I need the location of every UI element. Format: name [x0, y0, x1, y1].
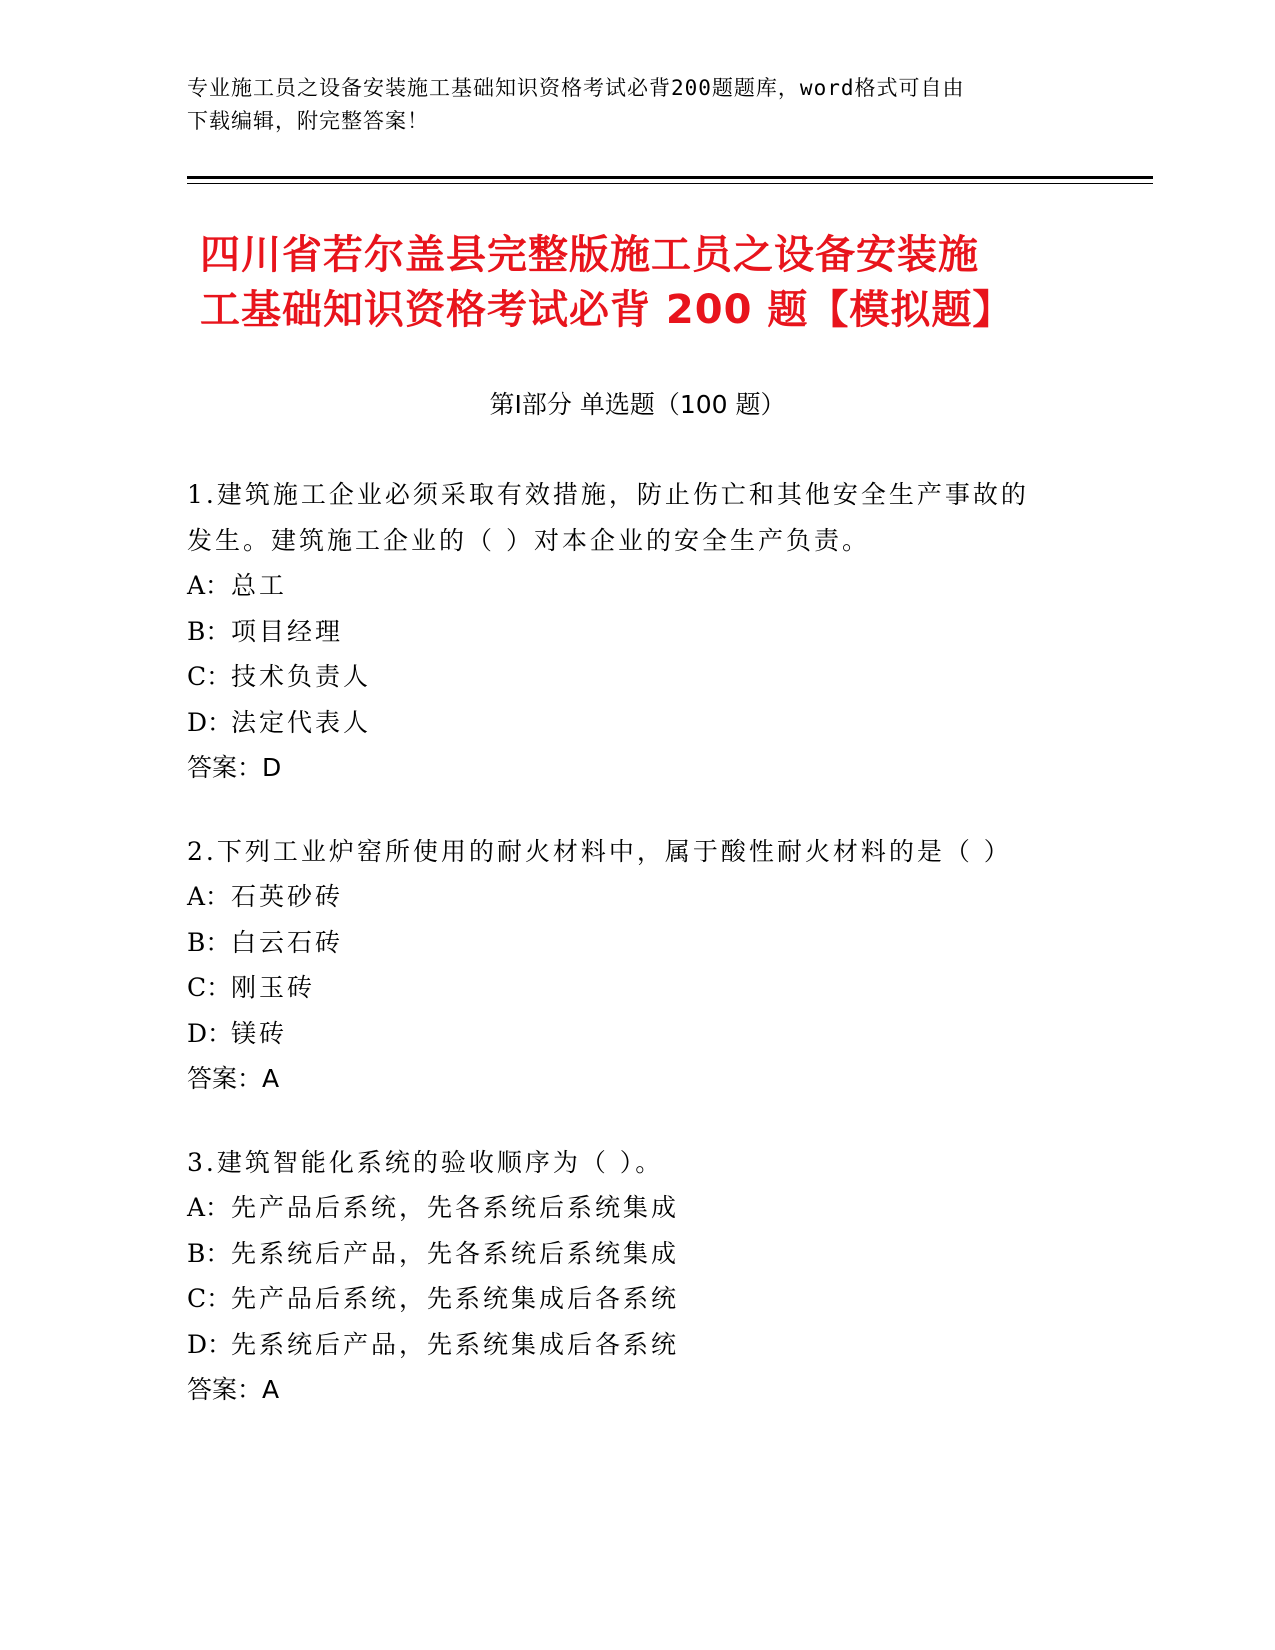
header-divider-thin [187, 183, 1153, 184]
option-d [187, 1322, 1087, 1368]
option-text: 白云石砖 [231, 927, 344, 957]
question-3 [187, 1140, 1087, 1413]
header-note-line-1: 专业施工员之设备安装施工基础知识资格考试必背200题题库，word格式可自由 [187, 76, 965, 100]
section-heading: 第Ⅰ部分 单选题（100 题） [489, 390, 786, 419]
option-b [187, 609, 1087, 655]
option-a [187, 874, 1087, 920]
answer: 答案：D [187, 753, 282, 782]
option-text: 总工 [231, 571, 288, 600]
option-d [187, 700, 1087, 746]
option-key: C： [187, 662, 232, 691]
option-key: D： [187, 707, 233, 737]
question-stem-continued: 发生。建筑施工企业的（ ）对本企业的安全生产负责。 [187, 525, 870, 555]
answer: 答案：A [187, 1064, 280, 1093]
option-key: B： [187, 616, 231, 646]
option-b [187, 920, 1087, 966]
header-note [187, 72, 1087, 138]
option-c [187, 1276, 1087, 1322]
option-key: C： [187, 1284, 232, 1313]
option-key: C： [187, 973, 232, 1002]
header-divider-thick [187, 176, 1153, 179]
question-2 [187, 829, 1087, 1102]
option-text: 先产品后系统，先各系统后系统集成 [231, 1193, 680, 1222]
option-a [187, 1185, 1087, 1231]
document-title-line-2: 工基础知识资格考试必背 200 题【模拟题】 [200, 287, 1014, 333]
option-c [187, 654, 1087, 700]
option-text: 先产品后系统，先系统集成后各系统 [231, 1284, 680, 1313]
option-key: B： [187, 927, 231, 957]
header-note-line-2: 下载编辑，附完整答案！ [187, 109, 429, 133]
question-stem: 2.下列工业炉窑所使用的耐火材料中，属于酸性耐火材料的是（ ） [187, 836, 1012, 866]
option-text: 刚玉砖 [231, 973, 316, 1002]
option-key: A： [187, 882, 231, 911]
question-list [187, 472, 1087, 1451]
option-text: 项目经理 [231, 616, 344, 646]
option-key: B： [187, 1238, 231, 1268]
option-c [187, 965, 1087, 1011]
option-key: A： [187, 571, 231, 600]
answer: 答案：A [187, 1375, 280, 1404]
question-1 [187, 472, 1087, 791]
option-text: 技术负责人 [231, 662, 372, 691]
option-a [187, 563, 1087, 609]
question-stem: 3.建筑智能化系统的验收顺序为（ ）。 [187, 1147, 664, 1177]
question-stem: 1.建筑施工企业必须采取有效措施，防止伤亡和其他安全生产事故的 [187, 480, 1029, 509]
option-key: D： [187, 1018, 233, 1048]
option-text: 先系统后产品，先各系统后系统集成 [231, 1238, 680, 1268]
option-text: 先系统后产品，先系统集成后各系统 [231, 1329, 680, 1359]
option-text: 镁砖 [231, 1018, 288, 1048]
document-title [200, 228, 1080, 338]
option-key: A： [187, 1193, 231, 1222]
option-key: D： [187, 1329, 233, 1359]
option-b [187, 1231, 1087, 1277]
option-text: 石英砂砖 [231, 882, 344, 911]
document-title-line-1: 四川省若尔盖县完整版施工员之设备安装施 [200, 232, 979, 278]
option-d [187, 1011, 1087, 1057]
option-text: 法定代表人 [231, 707, 372, 737]
